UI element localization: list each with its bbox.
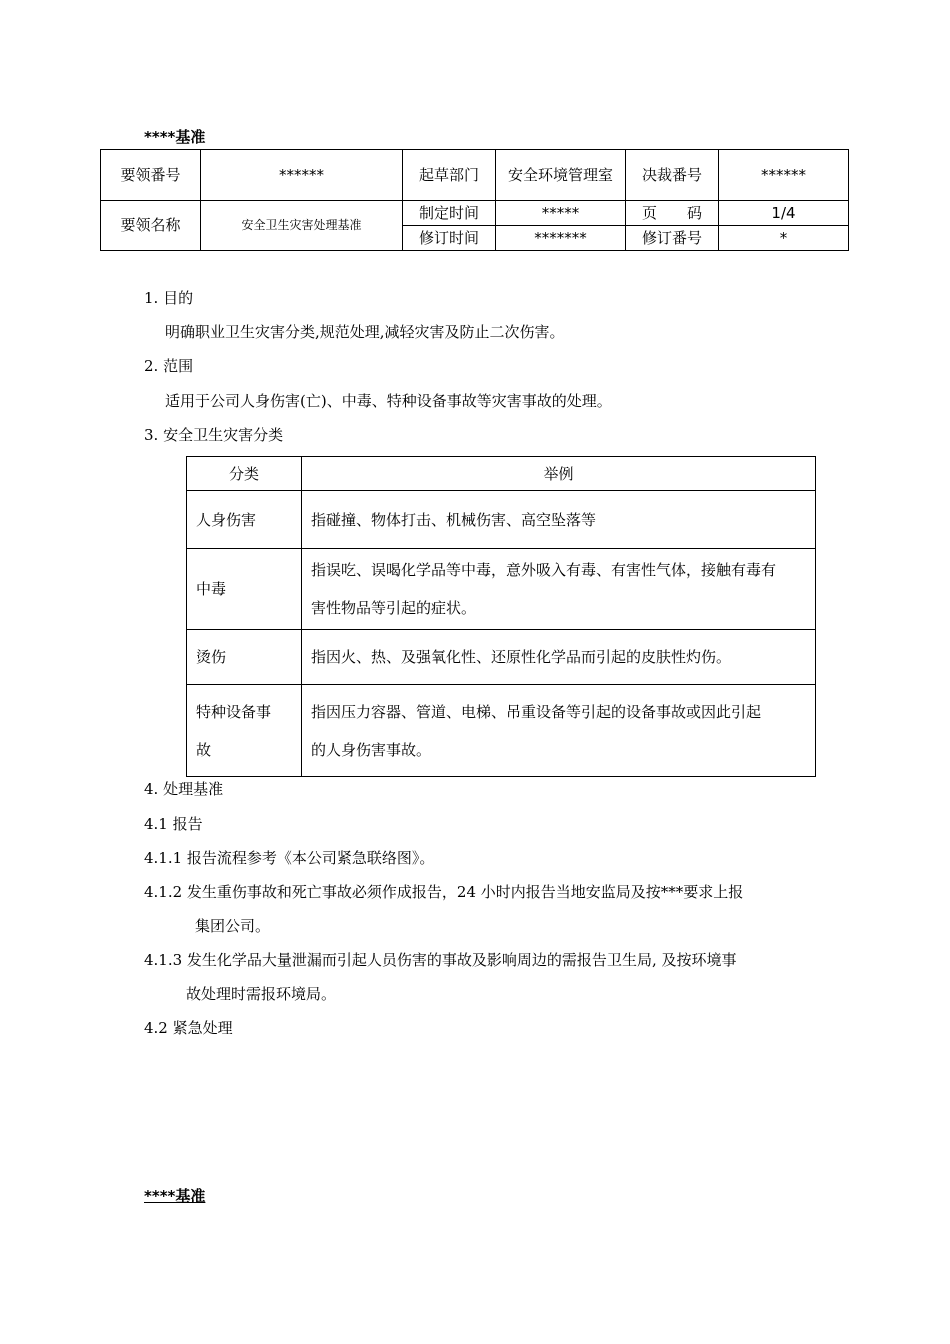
category-line: 特种设备事 xyxy=(196,702,272,721)
section-1-heading: 1. 目的 xyxy=(144,289,194,307)
example-line: 指因压力容器、管道、电梯、吊重设备等引起的设备事故或因此引起 xyxy=(311,702,762,721)
section-3-heading: 3. 安全卫生灾害分类 xyxy=(144,426,284,444)
page-number-label: 页 码 xyxy=(626,201,719,226)
approval-number-label: 决裁番号 xyxy=(626,150,719,201)
section-4-heading: 4. 处理基准 xyxy=(144,780,224,798)
revision-number-label: 修订番号 xyxy=(626,226,719,251)
table-header-row xyxy=(187,457,816,491)
category-cell: 中毒 xyxy=(187,549,302,630)
header-row xyxy=(101,150,849,201)
document-title: ****基准 xyxy=(144,128,206,146)
draft-dept-label: 起草部门 xyxy=(403,150,496,201)
example-cell xyxy=(302,685,816,777)
category-cell: 烫伤 xyxy=(187,630,302,685)
created-date-value: ***** xyxy=(496,201,626,226)
example-cell xyxy=(302,549,816,630)
example-cell: 指因火、热、及强氧化性、还原性化学品而引起的皮肤性灼伤。 xyxy=(302,630,816,685)
section-2-heading: 2. 范围 xyxy=(144,357,194,375)
doc-number-label: 要领番号 xyxy=(101,150,201,201)
created-date-label: 制定时间 xyxy=(403,201,496,226)
example-line: 害性物品等引起的症状。 xyxy=(311,599,477,617)
page-number-value: 1/4 xyxy=(719,201,849,226)
doc-name-value: 安全卫生灾害处理基准 xyxy=(201,201,403,251)
revised-date-value: ******* xyxy=(496,226,626,251)
column-header-category: 分类 xyxy=(187,457,302,491)
category-cell xyxy=(187,685,302,777)
section-4-1-1-text: 4.1.1 报告流程参考《本公司紧急联络图》。 xyxy=(144,849,435,867)
approval-number-value: ****** xyxy=(719,150,849,201)
column-header-example: 举例 xyxy=(302,457,816,491)
section-4-2-heading: 4.2 紧急处理 xyxy=(144,1019,233,1037)
example-line: 的人身伤害事故。 xyxy=(311,740,432,759)
category-line: 故 xyxy=(196,740,212,759)
section-4-1-2-text-cont: 集团公司。 xyxy=(195,917,271,935)
doc-name-label: 要领名称 xyxy=(101,201,201,251)
section-4-1-3-text: 4.1.3 发生化学品大量泄漏而引起人员伤害的事故及影响周边的需报告卫生局, 及按环境事 xyxy=(144,951,737,969)
hazard-classification-table xyxy=(186,456,816,777)
table-row xyxy=(187,549,816,630)
section-4-1-heading: 4.1 报告 xyxy=(144,815,203,833)
section-2-text: 适用于公司人身伤害(亡)、中毒、特种设备事故等灾害事故的处理。 xyxy=(165,392,612,410)
draft-dept-value: 安全环境管理室 xyxy=(496,150,626,201)
page-footer-title: ****基准 xyxy=(144,1187,206,1205)
section-1-text: 明确职业卫生灾害分类,规范处理,减轻灾害及防止二次伤害。 xyxy=(165,323,565,341)
revised-date-label: 修订时间 xyxy=(403,226,496,251)
category-cell: 人身伤害 xyxy=(187,491,302,549)
example-cell: 指碰撞、物体打击、机械伤害、高空坠落等 xyxy=(302,491,816,549)
revision-number-value: * xyxy=(719,226,849,251)
example-line: 指误吃、误喝化学品等中毒，意外吸入有毒、有害性气体，接触有毒有 xyxy=(311,561,777,579)
section-4-1-2-text: 4.1.2 发生重伤事故和死亡事故必须作成报告，24 小时内报告当地安监局及按***要求上报 xyxy=(144,883,744,901)
table-row xyxy=(187,630,816,685)
doc-number-value: ****** xyxy=(201,150,403,201)
table-row xyxy=(187,685,816,777)
header-info-table xyxy=(100,149,849,251)
header-row xyxy=(101,201,849,226)
section-4-1-3-text-cont: 故处理时需报环境局。 xyxy=(186,985,337,1003)
table-row xyxy=(187,491,816,549)
